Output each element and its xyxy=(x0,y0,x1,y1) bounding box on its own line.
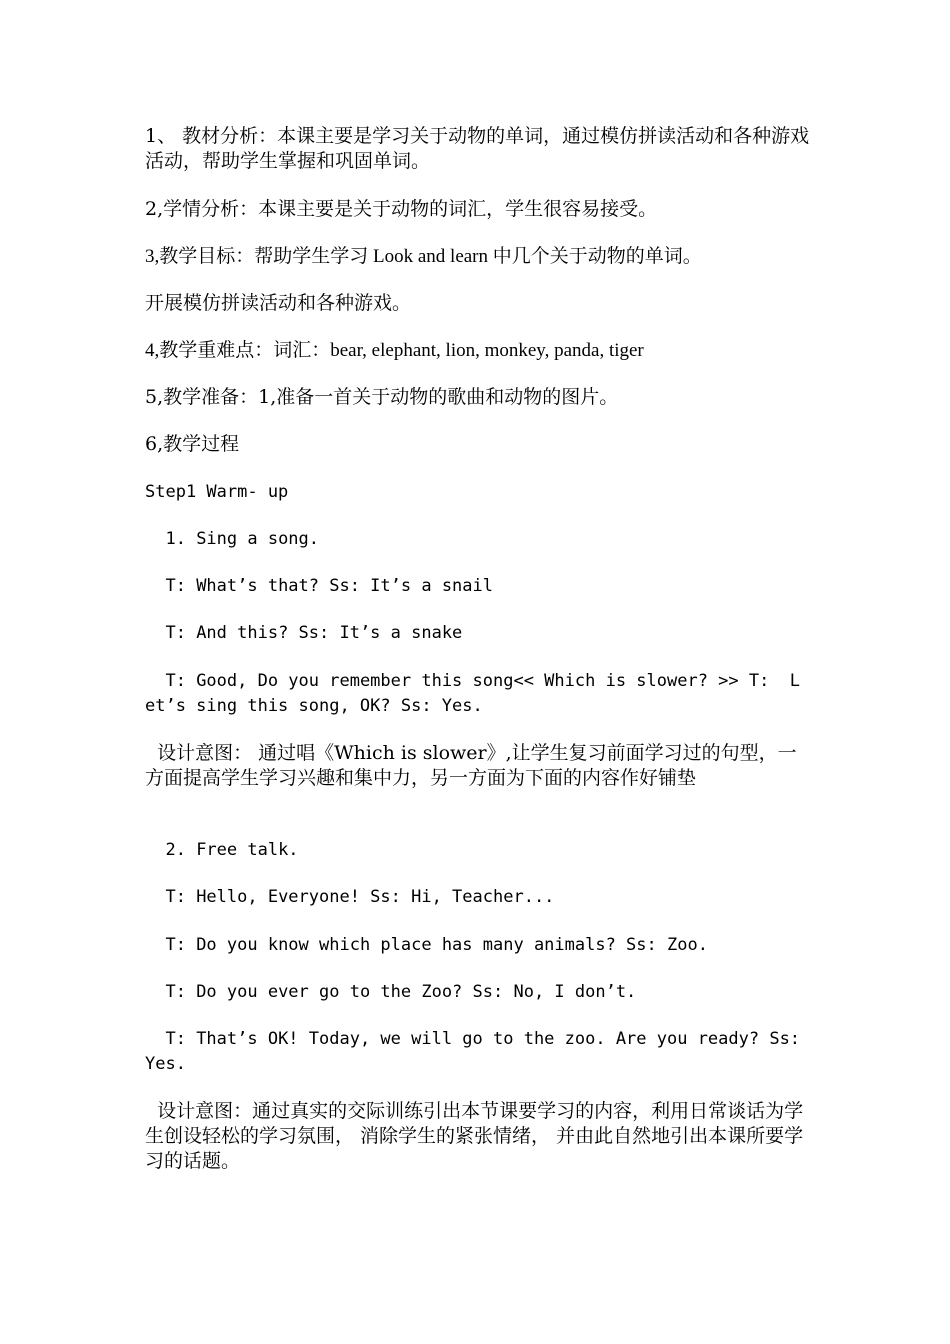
paragraph-textbook-analysis: 1、 教材分析：本课主要是学习关于动物的单词，通过模仿拼读活动和各种游戏活动，帮助学生掌握和巩固单词。 xyxy=(145,125,810,172)
paragraph-dialogue-ever-go: T: Do you ever go to the Zoo? Ss: No, I don’t. xyxy=(145,982,637,1002)
paragraph-free-talk: 2. Free talk. xyxy=(145,840,299,860)
paragraph-dialogue-snail: T: What’s that? Ss: It’s a snail xyxy=(145,576,493,596)
paragraph-design-intent-1: 设计意图： 通过唱《Which is slower》,让学生复习前面学习过的句型，一方面提高学生学习兴趣和集中力，另一方面为下面的内容作好铺垫 xyxy=(145,742,797,789)
paragraph-preparation: 5,教学准备：1,准备一首关于动物的歌曲和动物的图片。 xyxy=(145,386,619,408)
paragraph-dialogue-song: T: Good, Do you remember this song<< Which is slower? >> T: Let’s sing this song, OK? Ss: Yes. xyxy=(145,671,801,716)
paragraph-design-intent-2: 设计意图：通过真实的交际训练引出本节课要学习的内容，利用日常谈话为学生创设轻松的学习氛围， 消除学生的紧张情绪， 并由此自然地引出本课所要学习的话题。 xyxy=(145,1100,804,1172)
paragraph-teaching-goals: 3,教学目标：帮助学生学习 Look and learn 中几个关于动物的单词。 xyxy=(145,246,702,267)
paragraph-key-points: 4,教学重难点：词汇：bear, elephant, lion, monkey, panda, tiger xyxy=(145,340,644,361)
paragraph-dialogue-snake: T: And this? Ss: It’s a snake xyxy=(145,623,463,643)
paragraph-process-heading: 6,教学过程 xyxy=(145,433,240,455)
paragraph-dialogue-ready: T: That’s OK! Today, we will go to the zoo. Are you ready? Ss: Yes. xyxy=(145,1029,811,1074)
paragraph-dialogue-hello: T: Hello, Everyone! Ss: Hi, Teacher... xyxy=(145,887,555,907)
paragraph-dialogue-zoo: T: Do you know which place has many animals? Ss: Zoo. xyxy=(145,935,708,955)
paragraph-student-analysis: 2,学情分析：本课主要是关于动物的词汇，学生很容易接受。 xyxy=(145,198,658,220)
paragraph-activities: 开展模仿拼读活动和各种游戏。 xyxy=(145,292,412,314)
paragraph-step1-heading: Step1 Warm- up xyxy=(145,482,289,502)
paragraph-sing-a-song: 1. Sing a song. xyxy=(145,529,320,549)
